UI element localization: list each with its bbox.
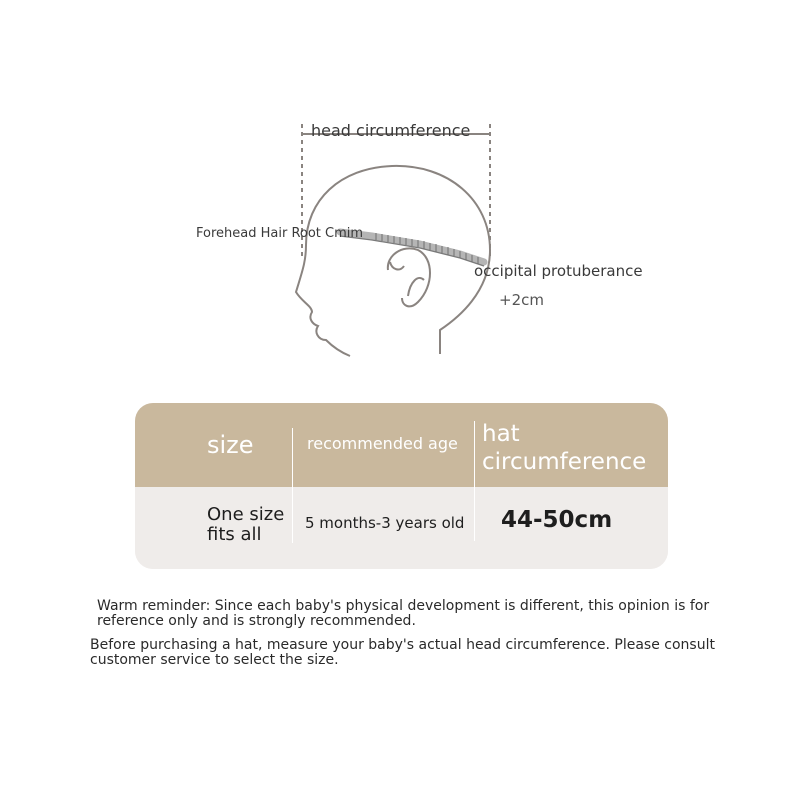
ear-outline <box>388 248 430 306</box>
ear-inner <box>408 278 424 296</box>
face-profile <box>296 245 350 356</box>
hair-curl <box>390 262 404 269</box>
plus-2cm-label: +2cm <box>499 291 544 309</box>
cell-recommended-age: 5 months-3 years old <box>305 514 465 532</box>
head-circumference-label: head circumference <box>311 121 471 140</box>
occipital-label: occipital protuberance <box>474 262 643 280</box>
header-hat-circumference: hat circumference <box>482 421 647 475</box>
size-table <box>135 403 668 569</box>
forehead-label: Forehead Hair Root Cmim <box>196 226 364 241</box>
head-outline <box>306 166 490 354</box>
head-measurement-diagram <box>0 0 800 380</box>
cell-size: One size fits all <box>207 504 285 545</box>
size-table-row <box>135 487 668 569</box>
column-divider <box>474 421 475 541</box>
purchase-advice-note: Before purchasing a hat, measure your baby's actual head circumference. Please consult customer service to select the size. <box>90 637 715 668</box>
cell-hat-circumference: 44-50cm <box>501 507 613 533</box>
header-size: size <box>207 431 254 459</box>
warm-reminder-note: Warm reminder: Since each baby's physical development is different, this opinion is for reference only and is strongly recommended. <box>97 598 710 629</box>
header-recommended-age: recommended age <box>307 434 458 453</box>
size-table-header <box>135 403 668 487</box>
column-divider <box>292 428 293 543</box>
baby-head-illustration <box>0 0 800 380</box>
